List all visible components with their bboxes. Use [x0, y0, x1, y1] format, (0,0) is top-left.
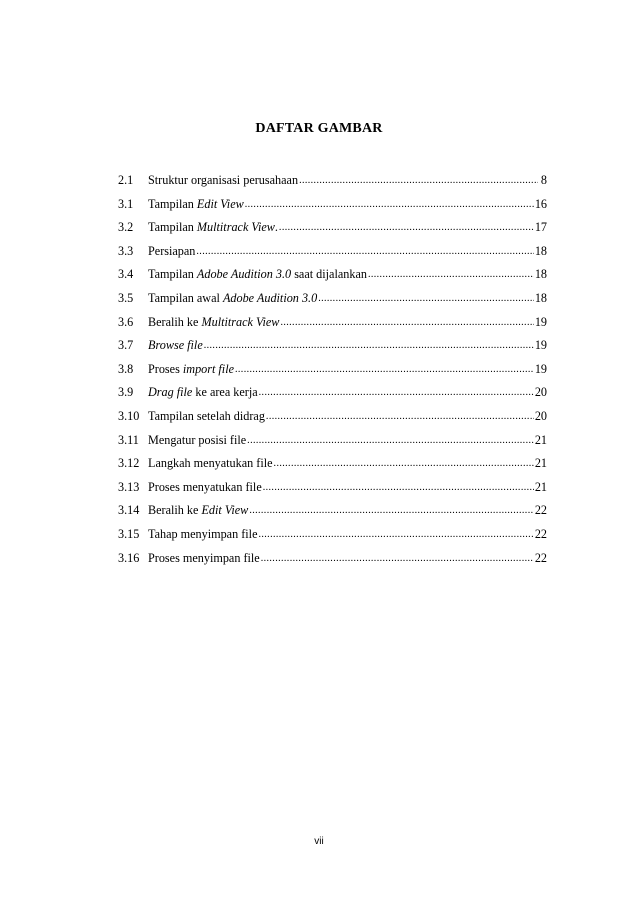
figure-page-number: 17: [534, 220, 547, 235]
caption-text: Tampilan: [148, 220, 197, 235]
caption-text: Persiapan: [148, 243, 196, 258]
figure-number: 3.3: [118, 243, 134, 258]
caption-text: Proses menyimpan file: [148, 550, 260, 565]
list-of-figures: [118, 172, 547, 573]
caption-text: Mengatur posisi file: [148, 432, 247, 447]
list-item: [118, 290, 547, 314]
figure-number: 3.11: [118, 432, 139, 447]
figure-number: 3.2: [118, 220, 134, 235]
list-item: [118, 196, 547, 220]
dot-leader: [259, 383, 534, 401]
figure-caption: [148, 196, 244, 212]
figure-page-number: 19: [534, 361, 547, 376]
caption-text: Tahap menyimpan file: [148, 526, 258, 541]
figure-page-number: 22: [534, 503, 547, 518]
figure-number: 2.1: [118, 173, 134, 187]
list-item: [118, 361, 547, 385]
caption-italic-text: Multitrack View: [201, 314, 280, 329]
figure-page-number: 18: [534, 267, 547, 282]
dot-leader: [261, 549, 534, 567]
dot-leader: [204, 336, 534, 354]
figure-caption: [148, 408, 265, 424]
caption-text: Tampilan: [148, 267, 197, 282]
figure-caption: [148, 455, 273, 471]
list-item: [118, 266, 547, 290]
figure-caption: [148, 243, 195, 259]
dot-leader: [279, 218, 534, 236]
figure-page-number: 22: [534, 550, 547, 565]
caption-text: Proses: [148, 361, 183, 376]
figure-number: 3.14: [118, 503, 140, 518]
dot-leader: [235, 360, 534, 378]
dot-leader: [245, 195, 534, 213]
figure-page-number: 8: [540, 173, 547, 187]
list-item: [118, 314, 547, 338]
list-item: [118, 172, 547, 196]
figure-number: 3.7: [118, 338, 134, 353]
dot-leader: [274, 454, 534, 472]
figure-caption: [148, 337, 203, 353]
figure-page-number: 20: [534, 385, 547, 400]
dot-leader: [318, 289, 534, 307]
figure-caption: [148, 526, 257, 542]
figure-page-number: 16: [534, 196, 547, 211]
dot-leader: [258, 525, 533, 543]
dot-leader: [249, 501, 534, 519]
caption-text: Tampilan awal: [148, 290, 223, 305]
figure-number: 3.1: [118, 196, 134, 211]
caption-italic-text: Edit View: [201, 503, 249, 518]
figure-caption: [148, 266, 367, 282]
figure-number: 3.6: [118, 314, 134, 329]
caption-text: Tampilan setelah didrag: [148, 408, 265, 423]
caption-italic-text: Browse file: [148, 338, 203, 353]
figure-number: 3.4: [118, 267, 134, 282]
caption-italic-text: Multitrack View: [196, 220, 275, 235]
dot-leader: [263, 478, 534, 496]
page-title: DAFTAR GAMBAR: [255, 121, 383, 136]
list-item: [118, 455, 547, 479]
figure-caption: [148, 290, 317, 306]
figure-page-number: 21: [534, 479, 547, 494]
figure-number: 3.8: [118, 361, 134, 376]
caption-text: ke area kerja: [192, 385, 258, 400]
figure-page-number: 19: [534, 338, 547, 353]
list-item: [118, 479, 547, 503]
list-item: [118, 432, 547, 456]
figure-caption: [148, 219, 278, 235]
list-item: [118, 526, 547, 550]
figure-caption: [148, 550, 260, 566]
figure-page-number: 20: [534, 408, 547, 423]
caption-italic-text: import file: [182, 361, 234, 376]
dot-leader: [299, 171, 538, 189]
caption-text: .: [274, 220, 278, 235]
figure-page-number: 22: [534, 526, 547, 541]
figure-page-number: 18: [534, 243, 547, 258]
figure-caption: [148, 479, 262, 495]
caption-italic-text: Drag file: [148, 385, 193, 400]
figure-page-number: 19: [534, 314, 547, 329]
list-item: [118, 337, 547, 361]
dot-leader: [247, 431, 534, 449]
caption-text: Beralih ke: [148, 503, 202, 518]
dot-leader: [196, 242, 533, 260]
list-item: [118, 550, 547, 574]
figure-number: 3.10: [118, 408, 140, 423]
figure-caption: [148, 384, 258, 400]
caption-italic-text: Adobe Audition 3.0: [196, 267, 292, 282]
caption-text: saat dijalankan: [291, 267, 367, 282]
list-item: [118, 219, 547, 243]
dot-leader: [266, 407, 534, 425]
caption-text: Langkah menyatukan file: [148, 456, 273, 471]
figure-number: 3.9: [118, 385, 134, 400]
dot-leader: [280, 313, 533, 331]
list-item: [118, 384, 547, 408]
figure-caption: [148, 432, 246, 448]
list-item: [118, 408, 547, 432]
figure-caption: [148, 314, 279, 330]
caption-italic-text: Adobe Audition 3.0: [222, 290, 318, 305]
figure-page-number: 21: [534, 456, 547, 471]
caption-text: Proses menyatukan file: [148, 479, 262, 494]
caption-italic-text: Edit View: [196, 196, 244, 211]
figure-page-number: 18: [534, 290, 547, 305]
figure-number: 3.13: [118, 479, 140, 494]
dot-leader: [368, 265, 534, 283]
caption-text: Struktur organisasi perusahaan: [148, 173, 299, 187]
figure-number: 3.15: [118, 526, 140, 541]
figure-page-number: 21: [534, 432, 547, 447]
caption-text: Tampilan: [148, 196, 197, 211]
list-item: [118, 243, 547, 267]
figure-number: 3.5: [118, 290, 134, 305]
figure-number: 3.12: [118, 456, 140, 471]
figure-number: 3.16: [118, 550, 140, 565]
page-number: vii: [314, 836, 324, 847]
list-item: [118, 502, 547, 526]
figure-caption: [148, 361, 234, 377]
figure-caption: [148, 172, 298, 188]
caption-text: Beralih ke: [148, 314, 202, 329]
figure-caption: [148, 502, 248, 518]
